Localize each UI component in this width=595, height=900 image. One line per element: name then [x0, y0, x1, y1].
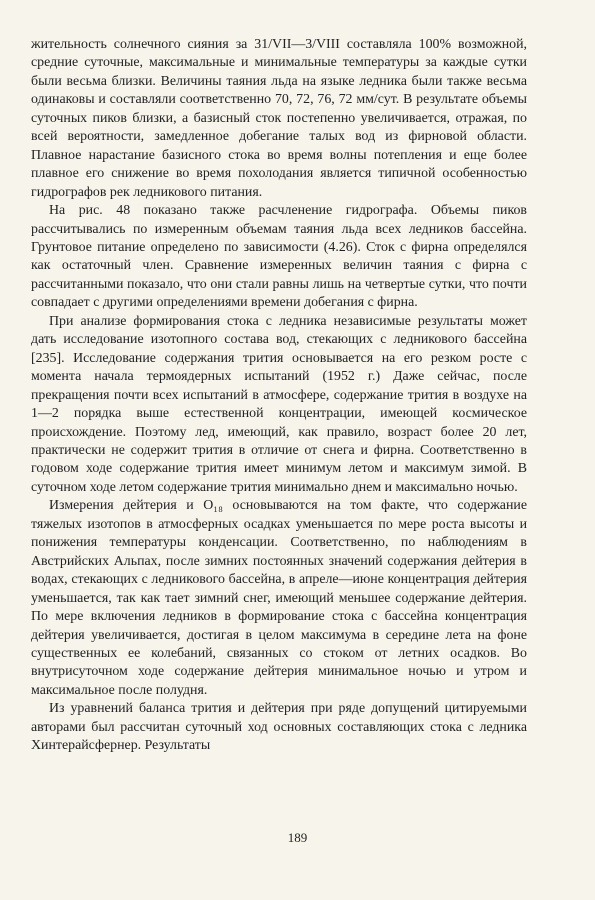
paragraph-1: жительность солнечного сияния за 31/VII—3/VIII составляла 100% возможной, средние суточные, максимальные и минимальные температуры за каждые сутки были весьма близки. Величины таяния льда на языке ледника были также весьма одинаковы и составляли соответственно 70, 72, 76, 72 мм/сут. В результате объемы суточных пиков близки, а базисный сток постепенно увеличивается, отражая, по всей вероятности, замедленное добегание талых вод из фирновой области. Плавное нарастание базисного стока во время волны потепления и еще более плавное его снижение во время похолодания является типичной особенностью гидрографов рек ледникового питания.	[31, 37, 527, 200]
paragraph-4: Измерения дейтерия и O₁₈ основываются на том факте, что содержание тяжелых изотопов в атмосферных осадках уменьшается по мере роста высоты и понижения температуры конденсации. Соответственно, по наблюдениям в Австрийских Альпах, после зимних постоянных значений содержания дейтерия в водах, стекающих с ледникового бассейна, в апреле—июне концентрация дейтерия уменьшается, так как тает зимний снег, имеющий меньшее содержание дейтерия. По мере включения ледников в формирование стока с бассейна концентрация дейтерия увеличивается, достигая в целом максимума в середине лета на фоне существенных ее колебаний, связанных со стоком от летних осадков. Во внутрисуточном ходе содержание дейтерия минимальное ночью и утром и максимальное после полудня.	[31, 498, 527, 698]
paragraph-5: Из уравнений баланса трития и дейтерия при ряде допущений цитируемыми авторами был рассчитан суточный ход основных составляющих стока с ледника Хинтерайсфернер. Результаты	[31, 701, 527, 754]
paragraph-3: При анализе формирования стока с ледника независимые результаты может дать исследование изотопного состава вод, стекающих с ледникового бассейна [235]. Исследование содержания трития основывается на его резком росте с момента начала термоядерных испытаний (1952 г.) Даже сейчас, после прекращения почти всех испытаний в атмосфере, содержание трития в воздухе на 1—2 порядка выше естественной концентрации, имеющей космическое происхождение. Поэтому лед, имеющий, как правило, возраст более 20 лет, практически не содержит трития в отличие от снега и фирна. Соответственно в годовом ходе содержание трития имеет минимум летом и максимум зимой. В суточном ходе летом содержание трития минимально днем и максимально ночью.	[31, 313, 527, 495]
page-number: 189	[287, 830, 308, 845]
page-body	[31, 36, 527, 756]
paragraph-2: На рис. 48 показано также расчленение гидрографа. Объемы пиков рассчитывались по измеренным объемам таяния льда всех ледников бассейна. Грунтовое питание определено по зависимости (4.26). Сток с фирна определялся как остаточный член. Сравнение измеренных величин таяния с фирна с рассчитанными показало, что они стали равны лишь на четвертые сутки, что почти совпадает с другими определениями времени добегания с фирна.	[31, 203, 527, 311]
